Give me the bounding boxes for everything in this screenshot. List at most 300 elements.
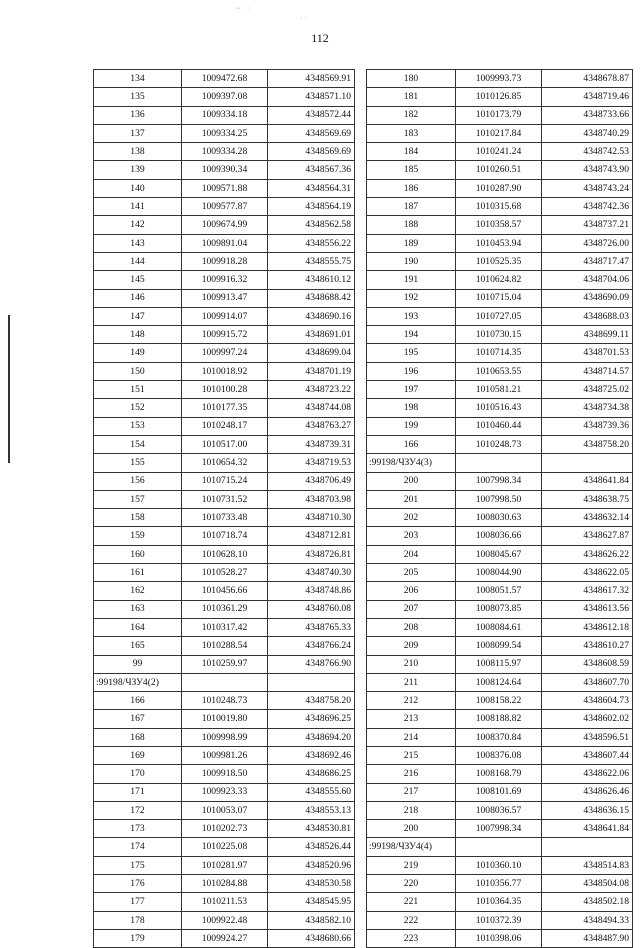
y-coordinate-cell: 4348569.69 (268, 143, 355, 161)
y-coordinate-cell: 4348758.20 (268, 692, 355, 710)
x-coordinate-cell: 1009923.33 (182, 783, 268, 801)
table-row (367, 893, 633, 911)
x-coordinate-cell: 1010581.21 (456, 381, 542, 399)
y-coordinate-cell: 4348504.08 (542, 875, 633, 893)
table-row (367, 600, 633, 618)
x-coordinate-cell: 1010126.85 (456, 88, 542, 106)
point-number-cell: 172 (94, 801, 182, 819)
x-coordinate-cell: 1009998.99 (182, 728, 268, 746)
y-coordinate-cell: 4348567.36 (268, 161, 355, 179)
y-coordinate-cell: 4348694.20 (268, 728, 355, 746)
table-row (94, 838, 355, 856)
table-row (367, 911, 633, 929)
point-number-cell: 202 (367, 509, 456, 527)
x-coordinate-cell: 1008101.69 (456, 783, 542, 801)
scan-artifact: · · (300, 14, 308, 23)
point-number-cell: 217 (367, 783, 456, 801)
table-row (367, 875, 633, 893)
table-row (367, 490, 633, 508)
table-row (94, 344, 355, 362)
y-coordinate-cell: 4348530.58 (268, 875, 355, 893)
point-number-cell: 162 (94, 582, 182, 600)
table-row (94, 929, 355, 947)
x-coordinate-cell: 1009472.68 (182, 70, 268, 88)
point-number-cell: 149 (94, 344, 182, 362)
page-number: 112 (311, 31, 329, 45)
y-coordinate-cell: 4348545.95 (268, 893, 355, 911)
x-coordinate-cell: 1010456.66 (182, 582, 268, 600)
y-coordinate-cell: 4348742.36 (542, 198, 633, 216)
point-number-cell: 197 (367, 381, 456, 399)
table-row (367, 435, 633, 453)
y-coordinate-cell: 4348530.81 (268, 820, 355, 838)
point-number-cell: 201 (367, 490, 456, 508)
x-coordinate-cell: 1008051.57 (456, 582, 542, 600)
x-coordinate-cell: 1010398.06 (456, 929, 542, 947)
table-row (367, 143, 633, 161)
point-number-cell: 151 (94, 381, 182, 399)
point-number-cell: 177 (94, 893, 182, 911)
point-number-cell: 144 (94, 252, 182, 270)
table-row (94, 198, 355, 216)
x-coordinate-cell: 1009915.72 (182, 326, 268, 344)
x-coordinate-cell: 1007998.34 (456, 820, 542, 838)
y-coordinate-cell: 4348710.30 (268, 509, 355, 527)
table-row (367, 509, 633, 527)
y-coordinate-cell: 4348719.53 (268, 454, 355, 472)
x-coordinate-cell: 1010288.54 (182, 637, 268, 655)
table-row (94, 600, 355, 618)
y-coordinate-cell: 4348740.30 (268, 564, 355, 582)
table-row (94, 472, 355, 490)
point-number-cell: 145 (94, 271, 182, 289)
point-number-cell: 210 (367, 655, 456, 673)
x-coordinate-cell: 1008084.61 (456, 618, 542, 636)
point-number-cell: 141 (94, 198, 182, 216)
point-number-cell: 208 (367, 618, 456, 636)
table-row (94, 381, 355, 399)
x-coordinate-cell: 1010284.88 (182, 875, 268, 893)
x-coordinate-cell: 1009674.99 (182, 216, 268, 234)
y-coordinate-cell: 4348617.32 (542, 582, 633, 600)
y-coordinate-cell: 4348688.42 (268, 289, 355, 307)
table-row (367, 271, 633, 289)
point-number-cell: 220 (367, 875, 456, 893)
table-row (367, 637, 633, 655)
table-row (367, 655, 633, 673)
y-coordinate-cell: 4348638.75 (542, 490, 633, 508)
table-row (367, 618, 633, 636)
y-coordinate-cell: 4348740.29 (542, 124, 633, 142)
x-coordinate-cell: 1010248.73 (182, 692, 268, 710)
x-coordinate-cell: 1010287.90 (456, 179, 542, 197)
x-coordinate-cell: 1010718.74 (182, 527, 268, 545)
x-coordinate-cell: 1009924.27 (182, 929, 268, 947)
table-row (94, 88, 355, 106)
scan-artifact: ~ · · (236, 4, 250, 13)
x-coordinate-cell: 1010528.27 (182, 564, 268, 582)
point-number-cell: 146 (94, 289, 182, 307)
x-coordinate-cell: 1010624.82 (456, 271, 542, 289)
y-coordinate-cell: 4348564.31 (268, 179, 355, 197)
y-coordinate-cell: 4348719.46 (542, 88, 633, 106)
table-row (94, 362, 355, 380)
y-coordinate-cell: 4348626.22 (542, 545, 633, 563)
point-number-cell: 188 (367, 216, 456, 234)
y-coordinate-cell: 4348571.10 (268, 88, 355, 106)
table-row (367, 198, 633, 216)
x-coordinate-cell: 1010715.04 (456, 289, 542, 307)
table-row (367, 783, 633, 801)
table-row (94, 637, 355, 655)
table-row (94, 179, 355, 197)
point-number-cell: 164 (94, 618, 182, 636)
y-coordinate-cell: 4348613.56 (542, 600, 633, 618)
table-row (367, 856, 633, 874)
y-coordinate-cell: 4348737.21 (542, 216, 633, 234)
point-number-cell: 194 (367, 326, 456, 344)
y-coordinate-cell: 4348766.90 (268, 655, 355, 673)
y-coordinate-cell: 4348714.57 (542, 362, 633, 380)
y-coordinate-cell: 4348564.19 (268, 198, 355, 216)
point-number-cell: 192 (367, 289, 456, 307)
table-row (94, 655, 355, 673)
table-row (367, 929, 633, 947)
table-row (94, 234, 355, 252)
table-row (94, 728, 355, 746)
table-row (94, 765, 355, 783)
x-coordinate-cell: 1010018.92 (182, 362, 268, 380)
table-row (94, 582, 355, 600)
y-coordinate-cell: 4348555.75 (268, 252, 355, 270)
table-row (367, 124, 633, 142)
table-row (94, 564, 355, 582)
y-coordinate-cell: 4348636.15 (542, 801, 633, 819)
point-number-cell: 195 (367, 344, 456, 362)
table-row (94, 326, 355, 344)
point-number-cell: 213 (367, 710, 456, 728)
empty-cell (182, 673, 268, 691)
x-coordinate-cell: 1010315.68 (456, 198, 542, 216)
point-number-cell: 207 (367, 600, 456, 618)
table-row (367, 106, 633, 124)
table-row (94, 271, 355, 289)
x-coordinate-cell: 1010733.48 (182, 509, 268, 527)
table-row (94, 746, 355, 764)
table-row (94, 70, 355, 88)
y-coordinate-cell: 4348610.27 (542, 637, 633, 655)
table-row (367, 307, 633, 325)
table-row (94, 527, 355, 545)
x-coordinate-cell: 1010453.94 (456, 234, 542, 252)
x-coordinate-cell: 1009997.24 (182, 344, 268, 362)
table-row (367, 381, 633, 399)
x-coordinate-cell: 1010202.73 (182, 820, 268, 838)
y-coordinate-cell: 4348526.44 (268, 838, 355, 856)
point-number-cell: 206 (367, 582, 456, 600)
table-row (94, 399, 355, 417)
point-number-cell: 152 (94, 399, 182, 417)
table-row (94, 106, 355, 124)
table-row (367, 746, 633, 764)
table-row (94, 710, 355, 728)
point-number-cell: 156 (94, 472, 182, 490)
x-coordinate-cell: 1010654.32 (182, 454, 268, 472)
x-coordinate-cell: 1008124.64 (456, 673, 542, 691)
point-number-cell: 204 (367, 545, 456, 563)
empty-cell (456, 838, 542, 856)
y-coordinate-cell: 4348622.06 (542, 765, 633, 783)
x-coordinate-cell: 1009918.28 (182, 252, 268, 270)
table-row (94, 692, 355, 710)
y-coordinate-cell: 4348744.08 (268, 399, 355, 417)
empty-cell (542, 838, 633, 856)
table-row (367, 710, 633, 728)
y-coordinate-cell: 4348556.22 (268, 234, 355, 252)
y-coordinate-cell: 4348494.33 (542, 911, 633, 929)
y-coordinate-cell: 4348739.31 (268, 435, 355, 453)
table-row (367, 252, 633, 270)
y-coordinate-cell: 4348758.20 (542, 435, 633, 453)
point-number-cell: 160 (94, 545, 182, 563)
x-coordinate-cell: 1010525.35 (456, 252, 542, 270)
table-row (94, 856, 355, 874)
x-coordinate-cell: 1010211.53 (182, 893, 268, 911)
x-coordinate-cell: 1010173.79 (456, 106, 542, 124)
x-coordinate-cell: 1008158.22 (456, 692, 542, 710)
table-row (94, 911, 355, 929)
x-coordinate-cell: 1008044.90 (456, 564, 542, 582)
point-number-cell: 218 (367, 801, 456, 819)
point-number-cell: 215 (367, 746, 456, 764)
point-number-cell: 216 (367, 765, 456, 783)
table-row (367, 472, 633, 490)
x-coordinate-cell: 1009993.73 (456, 70, 542, 88)
point-number-cell: 159 (94, 527, 182, 545)
x-coordinate-cell: 1008115.97 (456, 655, 542, 673)
y-coordinate-cell: 4348572.44 (268, 106, 355, 124)
table-row (94, 124, 355, 142)
point-number-cell: 191 (367, 271, 456, 289)
y-coordinate-cell: 4348610.12 (268, 271, 355, 289)
x-coordinate-cell: 1008188.82 (456, 710, 542, 728)
x-coordinate-cell: 1010356.77 (456, 875, 542, 893)
point-number-cell: 219 (367, 856, 456, 874)
y-coordinate-cell: 4348626.46 (542, 783, 633, 801)
point-number-cell: 180 (367, 70, 456, 88)
scan-margin-line (8, 315, 10, 463)
y-coordinate-cell: 4348690.09 (542, 289, 633, 307)
point-number-cell: 157 (94, 490, 182, 508)
point-number-cell: 199 (367, 417, 456, 435)
point-number-cell: 182 (367, 106, 456, 124)
section-label: :99198/ЧЗУ4(3) (367, 454, 456, 472)
point-number-cell: 163 (94, 600, 182, 618)
x-coordinate-cell: 1010517.00 (182, 435, 268, 453)
y-coordinate-cell: 4348733.66 (542, 106, 633, 124)
x-coordinate-cell: 1009334.25 (182, 124, 268, 142)
section-label: :99198/ЧЗУ4(2) (94, 673, 182, 691)
x-coordinate-cell: 1010361.29 (182, 600, 268, 618)
y-coordinate-cell: 4348622.05 (542, 564, 633, 582)
y-coordinate-cell: 4348725.02 (542, 381, 633, 399)
x-coordinate-cell: 1008099.54 (456, 637, 542, 655)
point-number-cell: 147 (94, 307, 182, 325)
table-row (94, 417, 355, 435)
section-header-row (94, 673, 355, 691)
x-coordinate-cell: 1009891.04 (182, 234, 268, 252)
x-coordinate-cell: 1010731.52 (182, 490, 268, 508)
point-number-cell: 200 (367, 820, 456, 838)
y-coordinate-cell: 4348641.84 (542, 472, 633, 490)
y-coordinate-cell: 4348704.06 (542, 271, 633, 289)
y-coordinate-cell: 4348688.03 (542, 307, 633, 325)
x-coordinate-cell: 1010248.73 (456, 435, 542, 453)
x-coordinate-cell: 1010727.05 (456, 307, 542, 325)
x-coordinate-cell: 1009918.50 (182, 765, 268, 783)
point-number-cell: 193 (367, 307, 456, 325)
y-coordinate-cell: 4348596.51 (542, 728, 633, 746)
table-row (94, 454, 355, 472)
x-coordinate-cell: 1010281.97 (182, 856, 268, 874)
point-number-cell: 212 (367, 692, 456, 710)
table-row (367, 216, 633, 234)
table-row (94, 509, 355, 527)
point-number-cell: 211 (367, 673, 456, 691)
table-row (367, 545, 633, 563)
x-coordinate-cell: 1010372.39 (456, 911, 542, 929)
point-number-cell: 135 (94, 88, 182, 106)
y-coordinate-cell: 4348760.08 (268, 600, 355, 618)
x-coordinate-cell: 1009334.18 (182, 106, 268, 124)
y-coordinate-cell: 4348607.70 (542, 673, 633, 691)
section-label: :99198/ЧЗУ4(4) (367, 838, 456, 856)
table-row (367, 820, 633, 838)
point-number-cell: 167 (94, 710, 182, 728)
table-row (94, 143, 355, 161)
y-coordinate-cell: 4348514.83 (542, 856, 633, 874)
x-coordinate-cell: 1008036.57 (456, 801, 542, 819)
x-coordinate-cell: 1010364.35 (456, 893, 542, 911)
table-row (94, 875, 355, 893)
y-coordinate-cell: 4348569.91 (268, 70, 355, 88)
table-row (367, 289, 633, 307)
y-coordinate-cell: 4348553.13 (268, 801, 355, 819)
point-number-cell: 183 (367, 124, 456, 142)
y-coordinate-cell: 4348699.04 (268, 344, 355, 362)
point-number-cell: 139 (94, 161, 182, 179)
x-coordinate-cell: 1008036.66 (456, 527, 542, 545)
y-coordinate-cell: 4348555.60 (268, 783, 355, 801)
y-coordinate-cell: 4348742.53 (542, 143, 633, 161)
x-coordinate-cell: 1010516.43 (456, 399, 542, 417)
table-row (94, 893, 355, 911)
x-coordinate-cell: 1009571.88 (182, 179, 268, 197)
table-row (367, 527, 633, 545)
point-number-cell: 189 (367, 234, 456, 252)
y-coordinate-cell: 4348692.46 (268, 746, 355, 764)
x-coordinate-cell: 1008030.63 (456, 509, 542, 527)
point-number-cell: 166 (94, 692, 182, 710)
table-row (367, 399, 633, 417)
section-header-row (367, 454, 633, 472)
y-coordinate-cell: 4348739.36 (542, 417, 633, 435)
table-row (94, 618, 355, 636)
x-coordinate-cell: 1008045.67 (456, 545, 542, 563)
x-coordinate-cell: 1008073.85 (456, 600, 542, 618)
x-coordinate-cell: 1010460.44 (456, 417, 542, 435)
y-coordinate-cell: 4348701.19 (268, 362, 355, 380)
point-number-cell: 196 (367, 362, 456, 380)
x-coordinate-cell: 1010248.17 (182, 417, 268, 435)
x-coordinate-cell: 1008376.08 (456, 746, 542, 764)
y-coordinate-cell: 4348743.90 (542, 161, 633, 179)
y-coordinate-cell: 4348748.86 (268, 582, 355, 600)
x-coordinate-cell: 1010730.15 (456, 326, 542, 344)
y-coordinate-cell: 4348562.58 (268, 216, 355, 234)
coordinates-table-left (93, 69, 355, 948)
y-coordinate-cell: 4348763.27 (268, 417, 355, 435)
x-coordinate-cell: 1008370.84 (456, 728, 542, 746)
table-row (367, 692, 633, 710)
point-number-cell: 179 (94, 929, 182, 947)
y-coordinate-cell: 4348569.69 (268, 124, 355, 142)
table-row (367, 728, 633, 746)
x-coordinate-cell: 1008168.79 (456, 765, 542, 783)
y-coordinate-cell: 4348487.90 (542, 929, 633, 947)
y-coordinate-cell: 4348632.14 (542, 509, 633, 527)
x-coordinate-cell: 1010714.35 (456, 344, 542, 362)
point-number-cell: 165 (94, 637, 182, 655)
point-number-cell: 184 (367, 143, 456, 161)
y-coordinate-cell: 4348627.87 (542, 527, 633, 545)
x-coordinate-cell: 1010100.28 (182, 381, 268, 399)
x-coordinate-cell: 1010628.10 (182, 545, 268, 563)
x-coordinate-cell: 1009390.34 (182, 161, 268, 179)
y-coordinate-cell: 4348607.44 (542, 746, 633, 764)
y-coordinate-cell: 4348582.10 (268, 911, 355, 929)
table-row (367, 801, 633, 819)
point-number-cell: 171 (94, 783, 182, 801)
y-coordinate-cell: 4348608.59 (542, 655, 633, 673)
coordinates-table-left-body (94, 70, 355, 948)
x-coordinate-cell: 1010259.97 (182, 655, 268, 673)
point-number-cell: 205 (367, 564, 456, 582)
table-row (367, 88, 633, 106)
point-number-cell: 221 (367, 893, 456, 911)
table-row (367, 564, 633, 582)
x-coordinate-cell: 1010260.51 (456, 161, 542, 179)
point-number-cell: 166 (367, 435, 456, 453)
point-number-cell: 186 (367, 179, 456, 197)
x-coordinate-cell: 1010360.10 (456, 856, 542, 874)
table-row (94, 307, 355, 325)
y-coordinate-cell: 4348699.11 (542, 326, 633, 344)
y-coordinate-cell: 4348726.81 (268, 545, 355, 563)
y-coordinate-cell: 4348604.73 (542, 692, 633, 710)
y-coordinate-cell: 4348726.00 (542, 234, 633, 252)
y-coordinate-cell: 4348743.24 (542, 179, 633, 197)
y-coordinate-cell: 4348686.25 (268, 765, 355, 783)
point-number-cell: 158 (94, 509, 182, 527)
y-coordinate-cell: 4348717.47 (542, 252, 633, 270)
y-coordinate-cell: 4348680.66 (268, 929, 355, 947)
x-coordinate-cell: 1010053.07 (182, 801, 268, 819)
point-number-cell: 155 (94, 454, 182, 472)
y-coordinate-cell: 4348734.38 (542, 399, 633, 417)
x-coordinate-cell: 1009914.07 (182, 307, 268, 325)
point-number-cell: 209 (367, 637, 456, 655)
